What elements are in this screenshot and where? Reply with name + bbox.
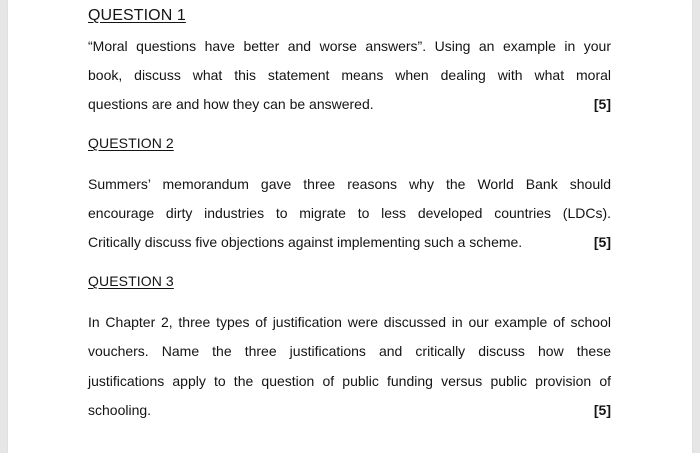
question-2-marks: [5] <box>593 234 611 250</box>
question-2-heading: QUESTION 2 <box>88 135 174 151</box>
question-2-line-2: encourage dirty industries to migrate to less developed countries (LDCs). <box>88 205 611 221</box>
question-3-heading: QUESTION 3 <box>88 273 174 289</box>
question-3-line-3: justifications apply to the question of public funding versus public provision of <box>88 373 611 389</box>
question-3-line-4: schooling. <box>88 402 152 418</box>
question-1-line-3: questions are and how they can be answered. <box>88 96 374 112</box>
question-3-marks: [5] <box>593 402 611 418</box>
document-page <box>8 0 692 453</box>
question-1-line-1: “Moral questions have better and worse answers”. Using an example in your <box>88 38 611 54</box>
question-3-line-2: vouchers. Name the three justifications and critically discuss how these <box>88 343 611 359</box>
question-3-line-1: In Chapter 2, three types of justification were discussed in our example of school <box>88 314 611 330</box>
question-1-line-2: book, discuss what this statement means when dealing with what moral <box>88 67 611 83</box>
question-1-marks: [5] <box>593 96 611 112</box>
question-2-line-3: Critically discuss five objections against implementing such a scheme. <box>88 234 523 250</box>
question-2-line-1: Summers’ memorandum gave three reasons why the World Bank should <box>88 176 611 192</box>
question-1-heading: QUESTION 1 <box>88 7 186 24</box>
